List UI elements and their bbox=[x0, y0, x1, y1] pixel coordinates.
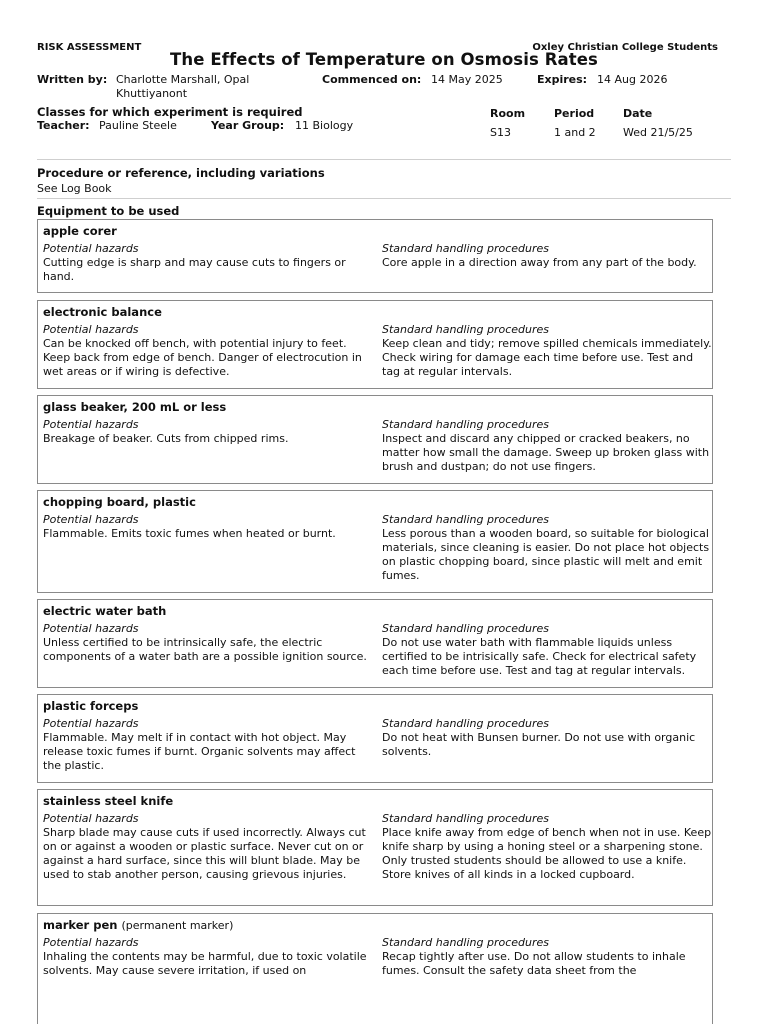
classes-heading: Classes for which experiment is required bbox=[37, 105, 303, 119]
procedures-label: Standard handling procedures bbox=[382, 323, 549, 336]
hazards-text: Can be knocked off bench, with potential injury to feet. Keep back from edge of bench. Danger of electrocution in wet areas or if wiring is defective. bbox=[43, 337, 362, 378]
organisation-name: Oxley Christian College Students bbox=[532, 42, 718, 53]
hazards-label: Potential hazards bbox=[43, 513, 139, 526]
procedures-text: Keep clean and tidy; remove spilled chemicals immediately. Check wiring for damage each time before use. Test and tag at regular intervals. bbox=[382, 337, 712, 378]
hazards-label: Potential hazards bbox=[43, 242, 139, 255]
procedures-column bbox=[382, 242, 712, 270]
divider bbox=[37, 159, 731, 160]
document-type: RISK ASSESSMENT bbox=[37, 42, 142, 53]
equipment-name: marker pen bbox=[43, 918, 118, 932]
equipment-card-marker-pen bbox=[37, 913, 713, 1024]
page-title: The Effects of Temperature on Osmosis Rates bbox=[170, 50, 598, 69]
procedures-column bbox=[382, 936, 712, 978]
document-header bbox=[37, 42, 731, 56]
procedures-text: Place knife away from edge of bench when not in use. Keep knife sharp by using a honing steel or a sharpening stone. Only trusted students should be allowed to use a knife. Store knives of all kinds in a locked cupboard. bbox=[382, 826, 712, 881]
procedure-text: See Log Book bbox=[37, 182, 112, 195]
written-by-value bbox=[116, 73, 249, 101]
expires-value: 14 Aug 2026 bbox=[597, 73, 668, 86]
period-header: Period bbox=[554, 107, 595, 120]
hazards-label: Potential hazards bbox=[43, 812, 139, 825]
procedures-text: Do not use water bath with flammable liquids unless certified to be intrisically safe. Check for electrical safety each time before use. Test and tag at regular intervals. bbox=[382, 636, 697, 677]
hazards-column bbox=[43, 323, 373, 379]
room-header: Room bbox=[490, 107, 526, 120]
date-header: Date bbox=[623, 107, 653, 120]
procedures-label: Standard handling procedures bbox=[382, 622, 549, 635]
hazards-label: Potential hazards bbox=[43, 622, 139, 635]
hazards-column bbox=[43, 622, 373, 664]
hazards-text: Sharp blade may cause cuts if used incorrectly. Always cut on or against a wooden or plastic surface. Never cut on or against a hard surface, since this will blunt blade. May be used to stab another person, causing grievous injuries. bbox=[43, 826, 366, 881]
equipment-card-glass-beaker bbox=[37, 395, 713, 484]
procedures-text: Inspect and discard any chipped or cracked beakers, no matter how small the damage. Sweep up broken glass with brush and dustpan; do not use fingers. bbox=[382, 432, 710, 473]
hazards-label: Potential hazards bbox=[43, 936, 139, 949]
procedures-text: Core apple in a direction away from any part of the body. bbox=[382, 256, 697, 269]
meta-row bbox=[37, 73, 731, 105]
procedures-text: Recap tightly after use. Do not allow students to inhale fumes. Consult the safety data sheet from the bbox=[382, 950, 686, 977]
procedures-label: Standard handling procedures bbox=[382, 513, 549, 526]
written-by-label: Written by: bbox=[37, 73, 108, 86]
procedures-label: Standard handling procedures bbox=[382, 936, 549, 949]
equipment-card-chopping-board bbox=[37, 490, 713, 593]
procedures-column bbox=[382, 622, 712, 678]
procedures-label: Standard handling procedures bbox=[382, 812, 549, 825]
procedures-column bbox=[382, 513, 712, 583]
equipment-heading: Equipment to be used bbox=[37, 204, 180, 218]
hazards-text: Cutting edge is sharp and may cause cuts to fingers or hand. bbox=[43, 256, 346, 283]
commenced-label: Commenced on: bbox=[322, 73, 422, 86]
year-group-value: 11 Biology bbox=[295, 119, 354, 132]
date-value: Wed 21/5/25 bbox=[623, 126, 693, 139]
commenced-value: 14 May 2025 bbox=[431, 73, 503, 86]
hazards-column bbox=[43, 418, 373, 446]
hazards-text: Inhaling the contents may be harmful, due to toxic volatile solvents. May cause severe irritation, if used on bbox=[43, 950, 367, 977]
procedures-text: Less porous than a wooden board, so suitable for biological materials, since cleaning is easier. Do not place hot objects on plastic chopping board, since plastic will melt and emit fumes. bbox=[382, 527, 710, 582]
hazards-text: Breakage of beaker. Cuts from chipped rims. bbox=[43, 432, 289, 445]
procedure-heading: Procedure or reference, including variations bbox=[37, 166, 325, 180]
equipment-card-apple-corer bbox=[37, 219, 713, 293]
equipment-card-electric-water-bath bbox=[37, 599, 713, 688]
procedures-column bbox=[382, 812, 712, 882]
hazards-column bbox=[43, 513, 373, 541]
hazards-text: Flammable. Emits toxic fumes when heated or burnt. bbox=[43, 527, 336, 540]
equipment-name: glass beaker, 200 mL or less bbox=[43, 400, 227, 414]
year-group-label: Year Group: bbox=[211, 119, 285, 132]
hazards-column bbox=[43, 717, 373, 773]
procedures-label: Standard handling procedures bbox=[382, 242, 549, 255]
written-by-line-2: Khuttiyanont bbox=[116, 87, 188, 100]
equipment-name: stainless steel knife bbox=[43, 794, 174, 808]
classes-section bbox=[37, 105, 731, 153]
procedures-column bbox=[382, 418, 712, 474]
equipment-card-stainless-steel-knife bbox=[37, 789, 713, 906]
period-value: 1 and 2 bbox=[554, 126, 596, 139]
equipment-name: apple corer bbox=[43, 224, 117, 238]
procedures-column bbox=[382, 323, 712, 379]
hazards-text: Flammable. May melt if in contact with hot object. May release toxic fumes if burnt. Organic solvents may affect the plastic. bbox=[43, 731, 356, 772]
procedures-label: Standard handling procedures bbox=[382, 418, 549, 431]
hazards-label: Potential hazards bbox=[43, 323, 139, 336]
room-value: S13 bbox=[490, 126, 511, 139]
equipment-name: electric water bath bbox=[43, 604, 167, 618]
risk-assessment-page bbox=[37, 42, 731, 977]
equipment-subtitle: (permanent marker) bbox=[121, 919, 234, 932]
equipment-name: chopping board, plastic bbox=[43, 495, 196, 509]
hazards-column bbox=[43, 812, 373, 882]
hazards-label: Potential hazards bbox=[43, 717, 139, 730]
hazards-column bbox=[43, 936, 373, 978]
hazards-column bbox=[43, 242, 373, 284]
teacher-label: Teacher: bbox=[37, 119, 90, 132]
hazards-label: Potential hazards bbox=[43, 418, 139, 431]
equipment-card-plastic-forceps bbox=[37, 694, 713, 783]
procedures-text: Do not heat with Bunsen burner. Do not use with organic solvents. bbox=[382, 731, 696, 758]
hazards-text: Unless certified to be intrinsically safe, the electric components of a water bath are a possible ignition source. bbox=[43, 636, 367, 663]
equipment-name: electronic balance bbox=[43, 305, 162, 319]
teacher-value: Pauline Steele bbox=[99, 119, 177, 132]
procedures-column bbox=[382, 717, 712, 759]
equipment-card-electronic-balance bbox=[37, 300, 713, 389]
procedure-section bbox=[37, 166, 731, 195]
equipment-name: plastic forceps bbox=[43, 699, 139, 713]
written-by-line-1: Charlotte Marshall, Opal bbox=[116, 73, 250, 86]
expires-label: Expires: bbox=[537, 73, 588, 86]
procedures-label: Standard handling procedures bbox=[382, 717, 549, 730]
divider bbox=[37, 198, 731, 199]
